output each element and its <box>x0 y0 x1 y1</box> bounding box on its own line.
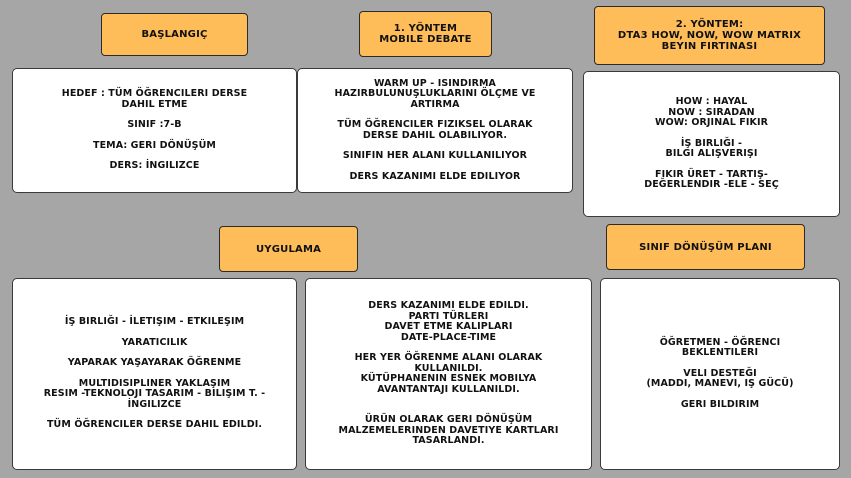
text-line: GERI BILDIRIM <box>680 398 760 410</box>
text-line: BEYIN FIRTINASI <box>661 41 758 52</box>
text-line: UYGULAMA <box>255 243 322 255</box>
text-line: (MADDI, MANEVI, IŞ GÜCÜ) <box>646 378 794 390</box>
text-line: WARM UP - ISINDIRMA <box>373 77 497 89</box>
text-line: WOW: ORJINAL FIKIR <box>654 117 768 129</box>
text-line: AVANTANTAJI KULLANILDI. <box>377 383 520 395</box>
text-line: HEDEF : TÜM ÖĞRENCILERI DERSE <box>61 88 248 100</box>
text-line: DERS KAZANIMI ELDE EDILDI. <box>368 300 529 312</box>
text-line: 2. YÖNTEM: <box>675 19 744 30</box>
text-line: SINIF DÖNÜŞÜM PLANI <box>639 241 772 253</box>
text-line: TASARLANDI. <box>412 435 485 447</box>
text-line: YARATICILIK <box>121 336 188 348</box>
text-line: FIKIR ÜRET - TARTIŞ- <box>655 168 768 180</box>
text-line: ÜRÜN OLARAK GERI DÖNÜŞÜM <box>364 414 533 426</box>
label-yontem1 <box>359 11 492 57</box>
text-line: SINIF :7-B <box>127 119 182 131</box>
panel-baslangic <box>12 68 297 193</box>
text-line: YAPARAK YAŞAYARAK ÖĞRENME <box>67 357 242 369</box>
text-line: 1. YÖNTEM <box>393 23 458 34</box>
text-line: PARTI TÜRLERI <box>408 310 489 322</box>
text-line: DERS KAZANIMI ELDE EDILIYOR <box>349 170 521 182</box>
panel-yontem2 <box>583 71 840 217</box>
label-uygulama <box>219 226 358 272</box>
text-line: MOBILE DEBATE <box>379 34 472 45</box>
text-line: ARTIRMA <box>410 98 460 110</box>
label-yontem2 <box>594 6 825 65</box>
label-baslangic <box>101 13 248 56</box>
text-line: DAHIL ETME <box>121 98 188 110</box>
text-line: BILGI ALIŞVERIŞI <box>665 148 758 160</box>
text-line: KÜTÜPHANENIN ESNEK MOBILYA <box>360 373 537 385</box>
text-line: KULLANILDI. <box>414 362 483 374</box>
panel-uygulama-left <box>12 278 297 470</box>
panel-uygulama-mid <box>305 278 592 470</box>
text-line: SINIFIN HER ALANI KULLANILIYOR <box>342 150 528 162</box>
panel-sinif-donusum <box>600 278 840 470</box>
text-line: BAŞLANGIÇ <box>141 29 208 40</box>
text-line: İNGILIZCE <box>127 398 182 410</box>
text-line: RESIM -TEKNOLOJI TASARIM - BILIŞIM T. - <box>43 388 266 400</box>
text-line: İŞ BIRLIĞI - <box>680 137 743 149</box>
text-line: DERS: İNGILIZCE <box>109 160 200 172</box>
text-line: DEĞERLENDIR -ELE - SEÇ <box>644 179 779 191</box>
text-line: TEMA: GERI DÖNÜŞÜM <box>93 139 216 151</box>
text-line: HAZIRBULUNUŞLUKLARINI ÖLÇME VE <box>334 88 536 100</box>
text-line: DAVET ETME KALIPLARI <box>384 321 513 333</box>
text-line: DTA3 HOW, NOW, WOW MATRIX <box>617 30 802 41</box>
text-line: VELI DESTEĞI <box>683 367 757 379</box>
text-line: MULTIDISIPLINER YAKLAŞIM <box>78 377 231 389</box>
text-line: İŞ BIRLIĞI - İLETIŞIM - ETKILEŞIM <box>64 316 245 328</box>
text-line: TÜM ÖĞRENCILER FIZIKSEL OLARAK <box>337 119 533 131</box>
panel-yontem1 <box>297 68 573 193</box>
text-line: BEKLENTILERI <box>681 347 759 359</box>
text-line: HER YER ÖĞRENME ALANI OLARAK <box>354 352 543 364</box>
text-line: DATE-PLACE-TIME <box>400 331 497 343</box>
label-sinif-donusum-plani <box>606 224 805 270</box>
text-line: MALZEMELERINDEN DAVETIYE KARTLARI <box>338 424 559 436</box>
text-line: ÖĞRETMEN - ÖĞRENCI <box>659 336 781 348</box>
text-line: DERSE DAHIL OLABILIYOR. <box>362 129 508 141</box>
text-line: TÜM ÖĞRENCILER DERSE DAHIL EDILDI. <box>46 419 263 431</box>
text-line: NOW : SIRADAN <box>668 106 755 118</box>
text-line: HOW : HAYAL <box>675 96 748 108</box>
